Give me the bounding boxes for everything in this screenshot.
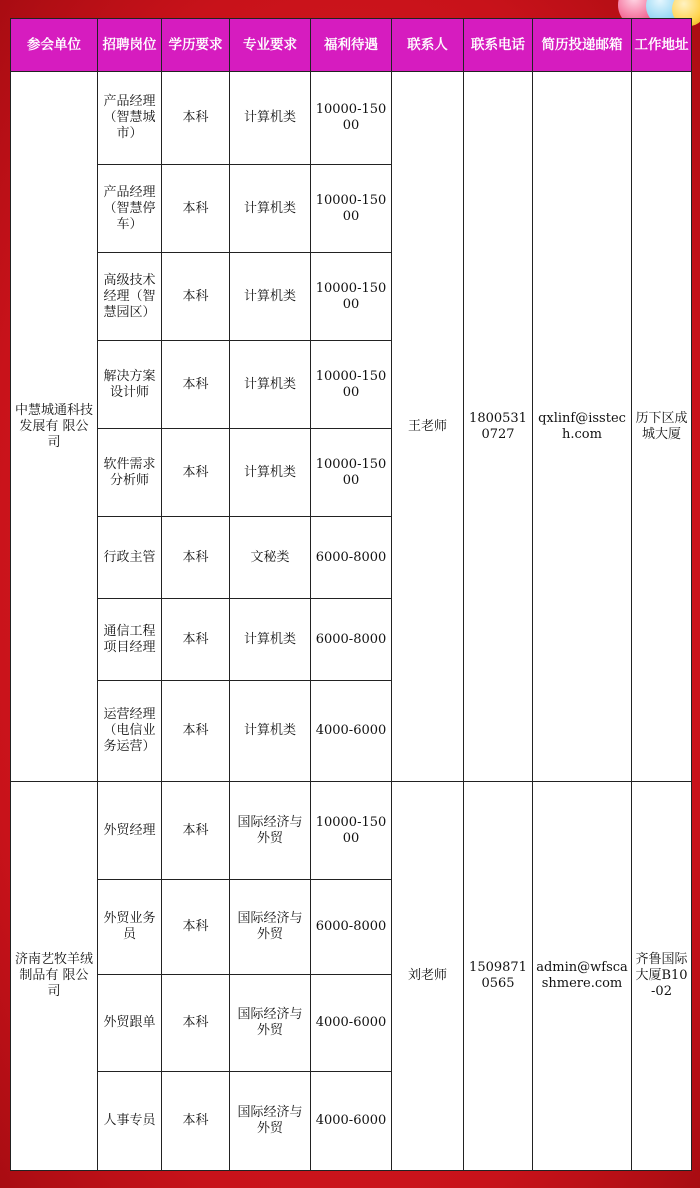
contact-phone: 18005310727 [464,72,533,782]
job-major: 文秘类 [230,517,311,599]
contact-person: 王老师 [392,72,464,782]
job-education: 本科 [162,681,230,782]
contact-email: qxlinf@isstech.com [533,72,632,782]
contact-email: admin@wfscashmere.com [533,782,632,1171]
header-position: 招聘岗位 [98,19,162,72]
company-name: 中慧城通科技发展有 限公司 [11,72,98,782]
job-salary: 10000-15000 [311,429,392,517]
header-education: 学历要求 [162,19,230,72]
company-name: 济南艺牧羊绒制品有 限公司 [11,782,98,1171]
job-education: 本科 [162,165,230,253]
contact-phone: 15098710565 [464,782,533,1171]
job-major: 国际经济与外贸 [230,880,311,975]
job-position: 高级技术经理（智慧园区） [98,253,162,341]
job-position: 外贸业务员 [98,880,162,975]
job-position: 外贸跟单 [98,975,162,1072]
job-salary: 6000-8000 [311,517,392,599]
job-salary: 10000-15000 [311,253,392,341]
header-salary: 福利待遇 [311,19,392,72]
job-position: 软件需求分析师 [98,429,162,517]
job-education: 本科 [162,429,230,517]
job-education: 本科 [162,975,230,1072]
job-major: 计算机类 [230,599,311,681]
job-salary: 4000-6000 [311,681,392,782]
job-position: 运营经理（电信业务运营） [98,681,162,782]
job-position: 通信工程项目经理 [98,599,162,681]
job-major: 计算机类 [230,72,311,165]
header-email: 简历投递邮箱 [533,19,632,72]
job-major: 国际经济与外贸 [230,1072,311,1171]
job-major: 计算机类 [230,253,311,341]
job-education: 本科 [162,599,230,681]
job-salary: 6000-8000 [311,599,392,681]
job-position: 外贸经理 [98,782,162,880]
job-major: 国际经济与外贸 [230,975,311,1072]
work-address: 齐鲁国际大厦B10-02 [632,782,692,1171]
table-row [11,782,692,880]
job-education: 本科 [162,517,230,599]
job-major: 计算机类 [230,341,311,429]
job-salary: 10000-15000 [311,165,392,253]
job-salary: 10000-15000 [311,341,392,429]
header-major: 专业要求 [230,19,311,72]
job-education: 本科 [162,880,230,975]
job-major: 计算机类 [230,681,311,782]
job-salary: 4000-6000 [311,975,392,1072]
table-row [11,72,692,165]
job-education: 本科 [162,1072,230,1171]
header-contact: 联系人 [392,19,464,72]
job-education: 本科 [162,72,230,165]
job-salary: 10000-15000 [311,782,392,880]
job-position: 产品经理（智慧停车） [98,165,162,253]
job-education: 本科 [162,341,230,429]
job-major: 计算机类 [230,429,311,517]
contact-person: 刘老师 [392,782,464,1171]
header-company: 参会单位 [11,19,98,72]
recruitment-table [10,18,692,1171]
job-salary: 6000-8000 [311,880,392,975]
header-phone: 联系电话 [464,19,533,72]
job-position: 行政主管 [98,517,162,599]
job-salary: 10000-15000 [311,72,392,165]
job-education: 本科 [162,253,230,341]
job-position: 产品经理（智慧城市） [98,72,162,165]
job-major: 国际经济与外贸 [230,782,311,880]
work-address: 历下区成城大厦 [632,72,692,782]
header-address: 工作地址 [632,19,692,72]
job-salary: 4000-6000 [311,1072,392,1171]
job-major: 计算机类 [230,165,311,253]
job-position: 人事专员 [98,1072,162,1171]
job-education: 本科 [162,782,230,880]
job-position: 解决方案设计师 [98,341,162,429]
table-header-row [11,19,692,72]
